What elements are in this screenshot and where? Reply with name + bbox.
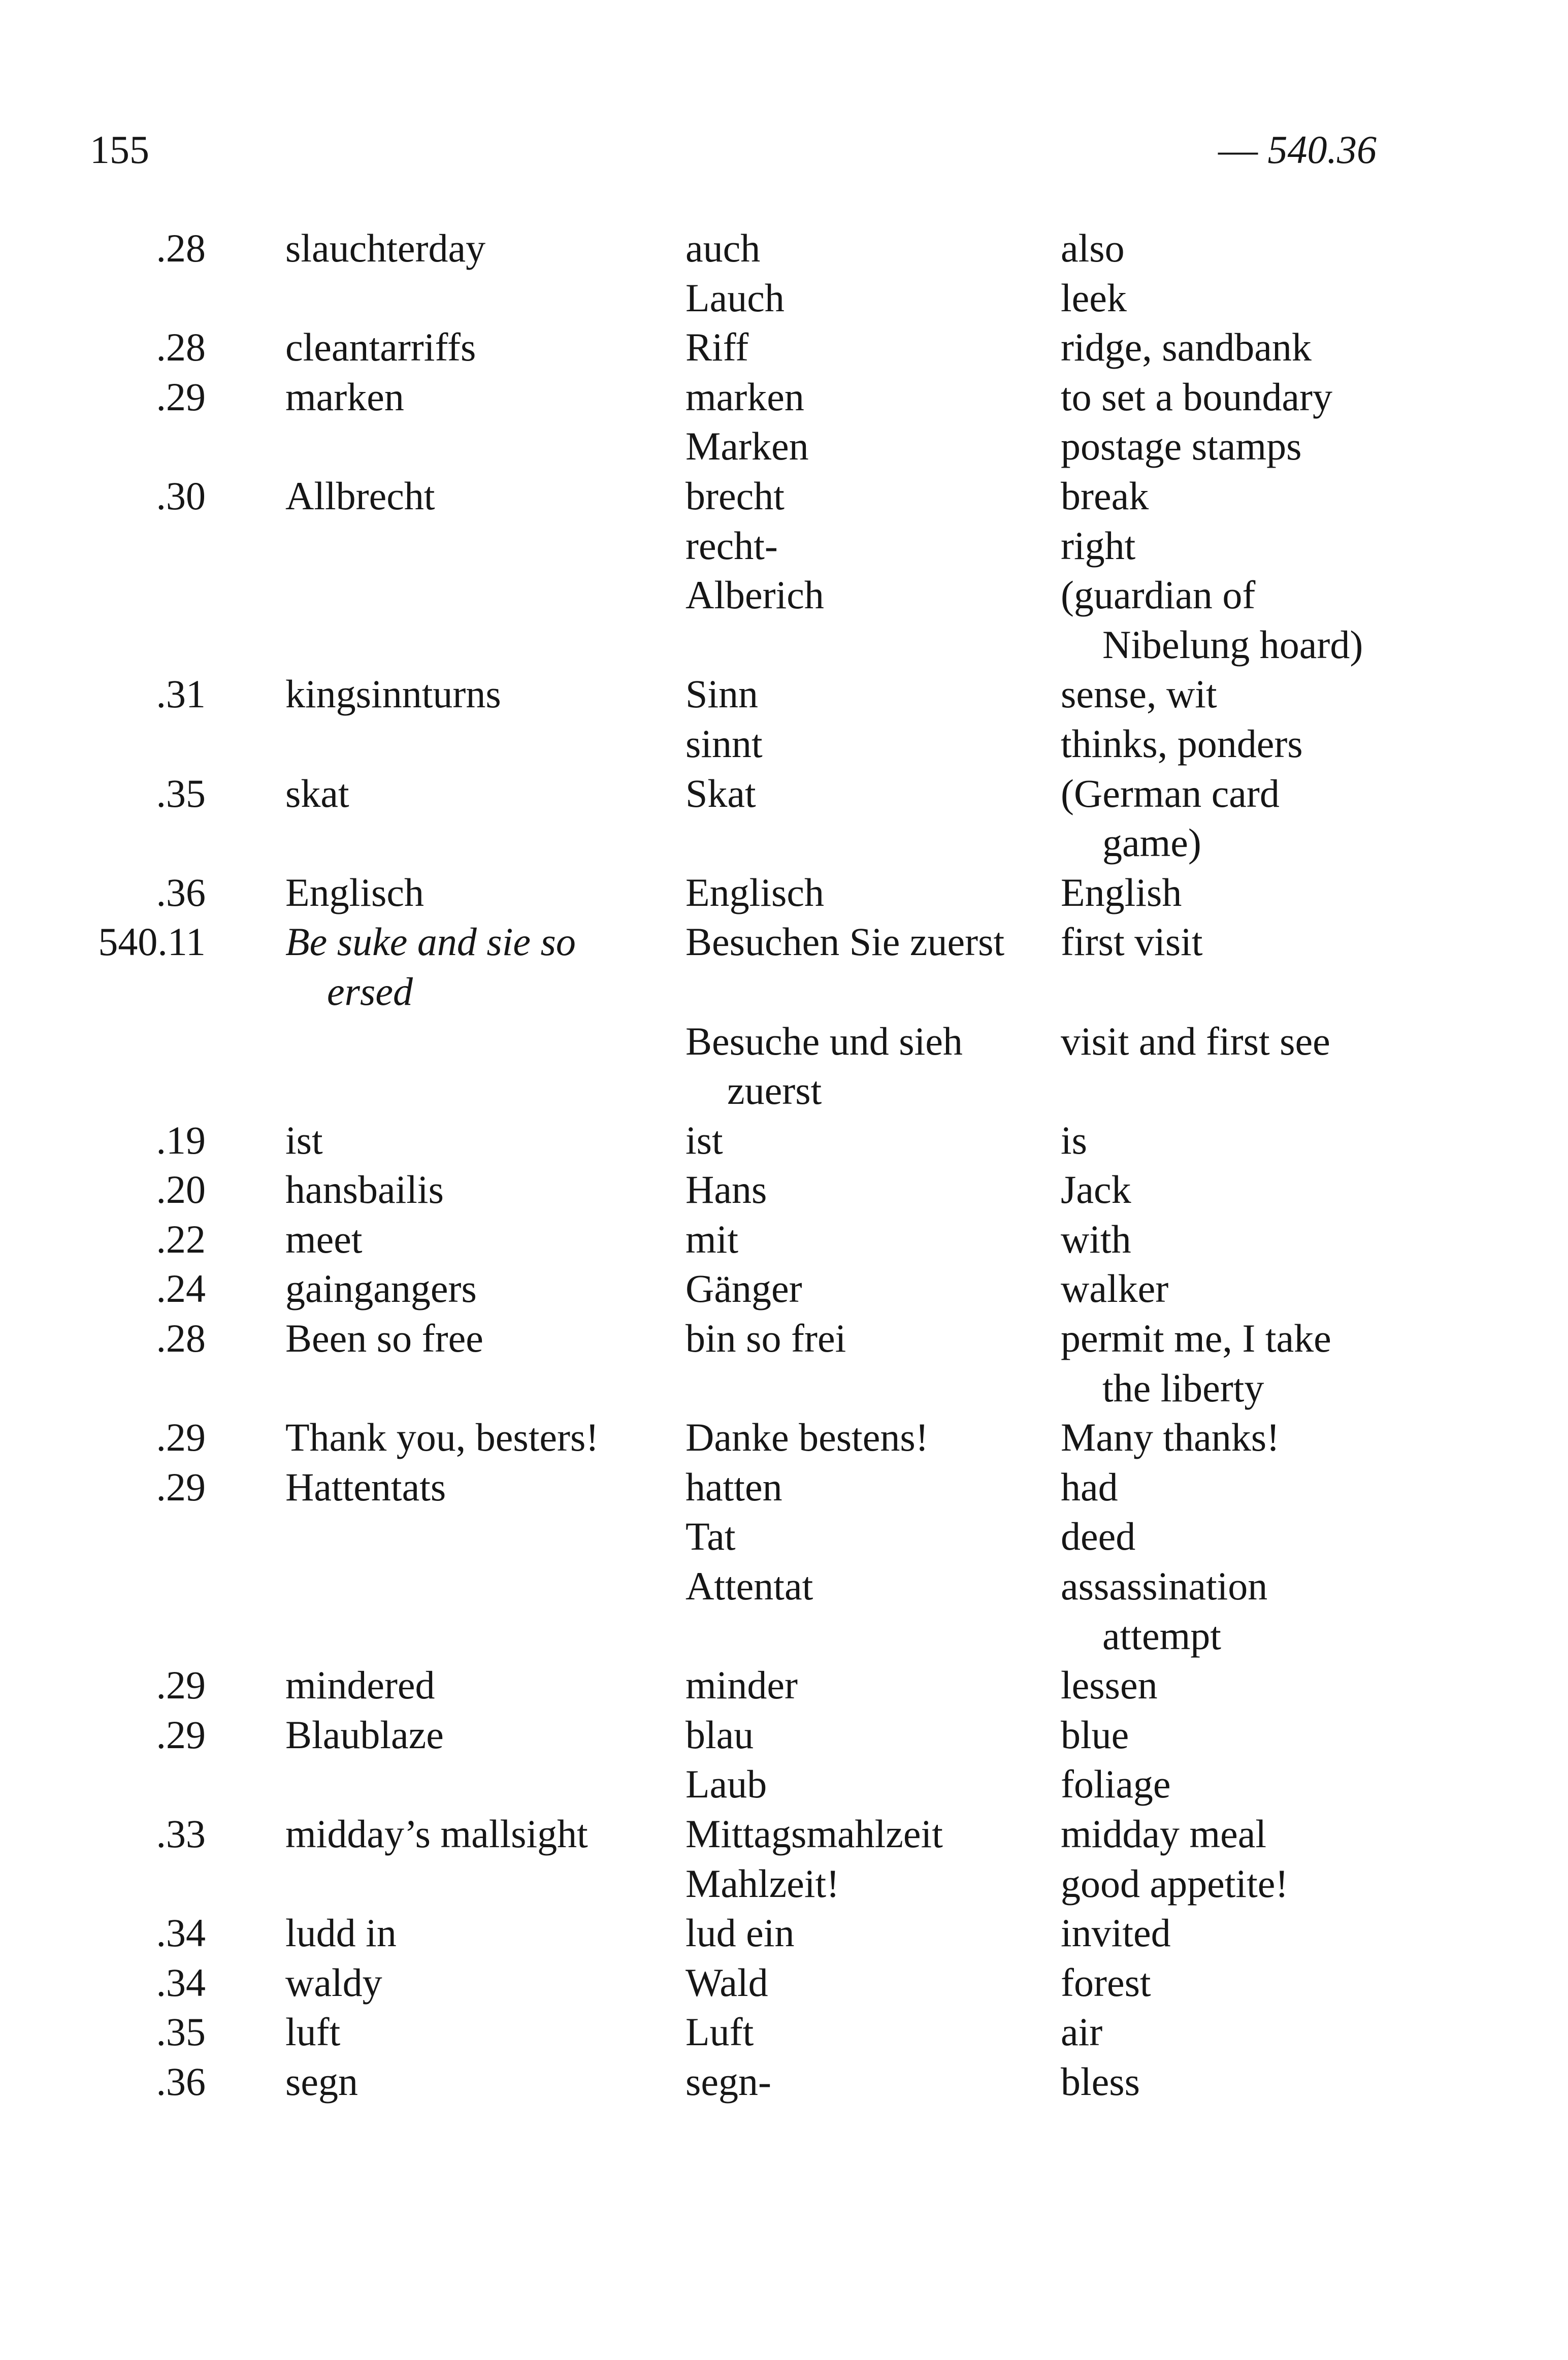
english-gloss <box>1061 1908 1477 1958</box>
german-gloss <box>685 1165 1061 1215</box>
entry-ref-number: .29 <box>156 1464 206 1509</box>
entry-term <box>285 769 685 868</box>
glossary-entry <box>0 1413 1568 1462</box>
german-gloss <box>685 471 1061 521</box>
german-line: blau <box>685 1712 754 1757</box>
running-head <box>1218 125 1377 175</box>
english-gloss <box>1061 2057 1477 2107</box>
german-line: recht- <box>685 523 778 568</box>
entry-ref-number: .31 <box>156 672 206 716</box>
english-gloss <box>1061 1561 1477 1660</box>
english-line: leek <box>1061 275 1127 320</box>
german-line: Skat <box>685 771 756 815</box>
glossary-entry <box>0 917 1568 1016</box>
entry-term <box>285 1264 685 1314</box>
glossary-subentry <box>0 719 1568 769</box>
term-line: ludd in <box>285 1911 397 1955</box>
german-line: Englisch <box>685 870 824 914</box>
glossary-table <box>0 223 1568 2107</box>
english-line: invited <box>1061 1911 1171 1955</box>
german-line: Mittagsmahlzeit <box>685 1812 943 1856</box>
german-line: Marken <box>685 424 809 469</box>
english-line: air <box>1061 2010 1103 2054</box>
running-head-locator: 540.36 <box>1267 127 1377 172</box>
entry-term <box>285 868 685 917</box>
entry-ref-number: .24 <box>156 1266 206 1311</box>
german-gloss <box>685 273 1061 323</box>
german-line: Besuche und sieh <box>685 1019 963 1063</box>
english-line: the liberty <box>1102 1365 1264 1410</box>
german-line: Attentat <box>685 1564 813 1609</box>
english-gloss <box>1061 1264 1477 1314</box>
glossary-entry <box>0 2057 1568 2107</box>
german-line: minder <box>685 1663 798 1708</box>
german-line: Mahlzeit! <box>685 1861 840 1906</box>
entry-term <box>285 1116 685 1165</box>
entry-term <box>285 2007 685 2057</box>
entry-ref <box>0 223 206 273</box>
term-line: marken <box>285 374 404 419</box>
english-line: foliage <box>1061 1762 1171 1807</box>
english-line: first visit <box>1061 920 1203 964</box>
english-gloss <box>1061 273 1477 323</box>
german-gloss <box>685 223 1061 273</box>
entry-ref <box>0 1958 206 2008</box>
german-gloss <box>685 1413 1061 1462</box>
english-line: thinks, ponders <box>1061 721 1303 766</box>
german-line: bin so frei <box>685 1316 846 1361</box>
term-line: cleantarriffs <box>285 325 476 370</box>
term-line: kingsinnturns <box>285 672 501 716</box>
german-gloss <box>685 1660 1061 1710</box>
entry-ref-number: .22 <box>156 1217 206 1261</box>
glossary-subentry <box>0 1859 1568 1909</box>
term-line: ersed <box>327 969 413 1013</box>
entry-term <box>285 1908 685 1958</box>
glossary-subentry <box>0 1512 1568 1561</box>
entry-ref <box>0 868 206 917</box>
german-line: Danke bestens! <box>685 1415 929 1460</box>
german-line: auch <box>685 226 761 270</box>
entry-term <box>285 2057 685 2107</box>
term-line: meet <box>285 1217 363 1261</box>
english-gloss <box>1061 421 1477 471</box>
entry-term <box>285 1215 685 1264</box>
german-gloss <box>685 868 1061 917</box>
entry-term <box>285 1165 685 1215</box>
term-line: skat <box>285 771 349 815</box>
english-gloss <box>1061 1660 1477 1710</box>
glossary-subentry <box>0 273 1568 323</box>
entry-term <box>285 1462 685 1512</box>
entry-ref <box>0 1809 206 1859</box>
english-line: also <box>1061 226 1125 270</box>
entry-ref-number: .29 <box>156 1415 206 1460</box>
glossary-entry <box>0 769 1568 868</box>
entry-term <box>285 372 685 422</box>
term-line: hansbailis <box>285 1167 444 1212</box>
english-line: Jack <box>1061 1167 1131 1212</box>
english-line: postage stamps <box>1061 424 1302 469</box>
entry-ref-number: .36 <box>156 870 206 914</box>
german-gloss <box>685 1908 1061 1958</box>
entry-ref <box>0 1215 206 1264</box>
german-line: sinnt <box>685 721 763 766</box>
glossary-entry <box>0 1908 1568 1958</box>
english-gloss <box>1061 1759 1477 1809</box>
entry-ref <box>0 1908 206 1958</box>
entry-ref-number: .29 <box>156 374 206 419</box>
entry-ref <box>0 471 206 521</box>
english-line: English <box>1061 870 1182 914</box>
entry-ref <box>0 669 206 719</box>
term-line: Englisch <box>285 870 424 914</box>
german-line: Wald <box>685 1960 768 2005</box>
entry-ref-number: .28 <box>156 325 206 370</box>
entry-ref-number: 540.11 <box>98 920 206 964</box>
german-line: Lauch <box>685 275 785 320</box>
english-gloss <box>1061 917 1477 1016</box>
german-gloss <box>685 1958 1061 2008</box>
german-gloss <box>685 1215 1061 1264</box>
running-head-dash: — <box>1218 127 1258 172</box>
english-line: (German card <box>1061 771 1280 815</box>
entry-ref <box>0 917 206 1016</box>
glossary-entry <box>0 1462 1568 1512</box>
english-line: walker <box>1061 1266 1169 1311</box>
german-line: Gänger <box>685 1266 802 1311</box>
german-gloss <box>685 1512 1061 1561</box>
german-gloss <box>685 1859 1061 1909</box>
english-line: bless <box>1061 2059 1140 2104</box>
german-line: Alberich <box>685 573 824 617</box>
english-gloss <box>1061 570 1477 669</box>
entry-term <box>285 1314 685 1413</box>
english-line: blue <box>1061 1712 1129 1757</box>
english-gloss <box>1061 1413 1477 1462</box>
glossary-entry <box>0 1264 1568 1314</box>
english-line: Nibelung hoard) <box>1102 622 1363 667</box>
entry-ref-number: .34 <box>156 1960 206 2005</box>
german-gloss <box>685 719 1061 769</box>
english-line: ridge, sandbank <box>1061 325 1312 370</box>
glossary-subentry <box>0 421 1568 471</box>
entry-term <box>285 471 685 521</box>
term-line: Thank you, besters! <box>285 1415 599 1460</box>
german-gloss <box>685 2007 1061 2057</box>
english-gloss <box>1061 1017 1477 1116</box>
english-gloss <box>1061 521 1477 571</box>
english-line: with <box>1061 1217 1131 1261</box>
german-line: Sinn <box>685 672 759 716</box>
english-line: deed <box>1061 1514 1136 1559</box>
entry-term <box>285 1809 685 1859</box>
german-gloss <box>685 769 1061 868</box>
entry-ref-number: .35 <box>156 2010 206 2054</box>
glossary-entry <box>0 1215 1568 1264</box>
entry-term <box>285 669 685 719</box>
entry-ref-number: .35 <box>156 771 206 815</box>
glossary-entry <box>0 1314 1568 1413</box>
german-gloss <box>685 2057 1061 2107</box>
english-gloss <box>1061 769 1477 868</box>
term-line: Been so free <box>285 1316 483 1361</box>
entry-ref-number: .34 <box>156 1911 206 1955</box>
german-gloss <box>685 372 1061 422</box>
glossary-entry <box>0 322 1568 372</box>
english-line: had <box>1061 1464 1118 1509</box>
english-gloss <box>1061 1859 1477 1909</box>
glossary-subentry <box>0 1561 1568 1660</box>
glossary-entry <box>0 1116 1568 1165</box>
entry-ref-number: .19 <box>156 1118 206 1162</box>
english-gloss <box>1061 868 1477 917</box>
entry-term <box>285 322 685 372</box>
english-line: midday meal <box>1061 1812 1267 1856</box>
entry-ref-number: .30 <box>156 473 206 518</box>
glossary-entry <box>0 1710 1568 1760</box>
entry-ref <box>0 1660 206 1710</box>
term-line: mindered <box>285 1663 435 1708</box>
english-line: attempt <box>1102 1613 1221 1658</box>
entry-term <box>285 223 685 273</box>
entry-ref-number: .28 <box>156 226 206 270</box>
german-gloss <box>685 1759 1061 1809</box>
glossary-entry <box>0 1958 1568 2008</box>
german-gloss <box>685 421 1061 471</box>
english-gloss <box>1061 372 1477 422</box>
german-gloss <box>685 1710 1061 1760</box>
german-line: hatten <box>685 1464 782 1509</box>
english-line: assassination <box>1061 1564 1268 1609</box>
term-line: Blaublaze <box>285 1712 444 1757</box>
entry-ref <box>0 1116 206 1165</box>
term-line: Allbrecht <box>285 473 435 518</box>
english-gloss <box>1061 322 1477 372</box>
glossary-entry <box>0 669 1568 719</box>
english-gloss <box>1061 1809 1477 1859</box>
english-gloss <box>1061 719 1477 769</box>
german-line: segn- <box>685 2059 771 2104</box>
german-gloss <box>685 1017 1061 1116</box>
english-gloss <box>1061 1512 1477 1561</box>
german-line: lud ein <box>685 1911 795 1955</box>
english-line: to set a boundary <box>1061 374 1333 419</box>
english-gloss <box>1061 223 1477 273</box>
english-line: (guardian of <box>1061 573 1256 617</box>
english-gloss <box>1061 471 1477 521</box>
english-line: sense, wit <box>1061 672 1217 716</box>
entry-term <box>285 1710 685 1760</box>
german-line: Hans <box>685 1167 767 1212</box>
english-line: lessen <box>1061 1663 1158 1708</box>
english-gloss <box>1061 1116 1477 1165</box>
german-gloss <box>685 1314 1061 1413</box>
german-gloss <box>685 570 1061 669</box>
english-gloss <box>1061 1958 1477 2008</box>
entry-ref-number: .29 <box>156 1712 206 1757</box>
entry-ref <box>0 2057 206 2107</box>
english-gloss <box>1061 2007 1477 2057</box>
entry-ref <box>0 1314 206 1413</box>
glossary-entry <box>0 868 1568 917</box>
term-line: ist <box>285 1118 323 1162</box>
term-line: Be suke and sie so <box>285 920 576 964</box>
german-gloss <box>685 917 1061 1016</box>
german-line: Riff <box>685 325 749 370</box>
english-line: game) <box>1102 821 1201 865</box>
german-gloss <box>685 1809 1061 1859</box>
german-line: zuerst <box>727 1068 822 1113</box>
english-line: right <box>1061 523 1136 568</box>
entry-term <box>285 917 685 1016</box>
entry-ref <box>0 1413 206 1462</box>
term-line: gaingangers <box>285 1266 477 1311</box>
term-line: Hattentats <box>285 1464 446 1509</box>
glossary-subentry <box>0 1759 1568 1809</box>
entry-ref <box>0 769 206 868</box>
german-gloss <box>685 669 1061 719</box>
entry-ref-number: .36 <box>156 2059 206 2104</box>
german-line: marken <box>685 374 804 419</box>
german-gloss <box>685 1264 1061 1314</box>
glossary-subentry <box>0 1017 1568 1116</box>
english-line: break <box>1061 473 1149 518</box>
term-line: slauchterday <box>285 226 486 270</box>
german-gloss <box>685 1116 1061 1165</box>
german-line: ist <box>685 1118 723 1162</box>
glossary-entry <box>0 223 1568 273</box>
english-line: is <box>1061 1118 1088 1162</box>
english-gloss <box>1061 1165 1477 1215</box>
english-line: visit and first see <box>1061 1019 1330 1063</box>
glossary-subentry <box>0 521 1568 571</box>
german-line: Laub <box>685 1762 767 1807</box>
entry-ref <box>0 372 206 422</box>
glossary-entry <box>0 2007 1568 2057</box>
german-gloss <box>685 322 1061 372</box>
entry-ref <box>0 1264 206 1314</box>
english-gloss <box>1061 1314 1477 1413</box>
english-gloss <box>1061 1462 1477 1512</box>
glossary-entry <box>0 1165 1568 1215</box>
english-line: Many thanks! <box>1061 1415 1280 1460</box>
english-gloss <box>1061 1710 1477 1760</box>
german-gloss <box>685 1561 1061 1660</box>
entry-ref <box>0 1710 206 1760</box>
glossary-entry <box>0 1809 1568 1859</box>
entry-ref <box>0 322 206 372</box>
page-number: 155 <box>90 127 149 172</box>
german-line: Tat <box>685 1514 736 1559</box>
german-gloss <box>685 1462 1061 1512</box>
german-line: brecht <box>685 473 785 518</box>
term-line: midday’s mallsight <box>285 1812 588 1856</box>
english-gloss <box>1061 669 1477 719</box>
entry-ref <box>0 1462 206 1512</box>
entry-term <box>285 1660 685 1710</box>
term-line: segn <box>285 2059 358 2104</box>
german-line: Besuchen Sie zuerst <box>685 920 1005 964</box>
entry-ref <box>0 2007 206 2057</box>
term-line: waldy <box>285 1960 382 2005</box>
entry-term <box>285 1413 685 1462</box>
entry-ref-number: .28 <box>156 1316 206 1361</box>
german-line: mit <box>685 1217 739 1261</box>
english-line: permit me, I take <box>1061 1316 1331 1361</box>
entry-term <box>285 1958 685 2008</box>
english-line: forest <box>1061 1960 1151 2005</box>
german-gloss <box>685 521 1061 571</box>
entry-ref <box>0 1165 206 1215</box>
term-line: luft <box>285 2010 341 2054</box>
glossary-entry <box>0 372 1568 422</box>
glossary-entry <box>0 471 1568 521</box>
glossary-subentry <box>0 570 1568 669</box>
entry-ref-number: .20 <box>156 1167 206 1212</box>
entry-ref-number: .33 <box>156 1812 206 1856</box>
glossary-entry <box>0 1660 1568 1710</box>
entry-ref-number: .29 <box>156 1663 206 1708</box>
german-line: Luft <box>685 2010 754 2054</box>
english-line: good appetite! <box>1061 1861 1289 1906</box>
english-gloss <box>1061 1215 1477 1264</box>
